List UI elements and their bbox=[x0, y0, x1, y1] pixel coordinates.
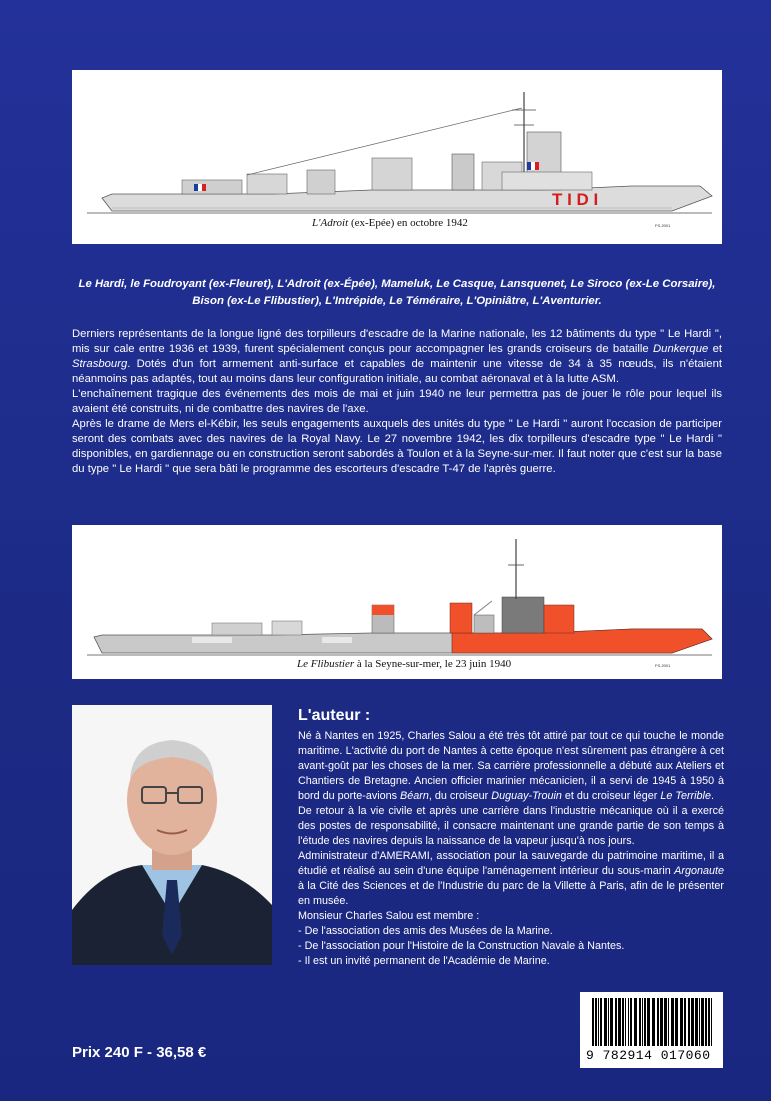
barcode-bar bbox=[592, 998, 594, 1046]
barcode-bar bbox=[660, 998, 663, 1046]
description-paragraph-1 bbox=[72, 327, 722, 387]
barcode-bar bbox=[634, 998, 637, 1046]
ship-name-bearn: Béarn bbox=[400, 790, 429, 802]
barcode-bar bbox=[680, 998, 683, 1046]
ship-illustration-flibustier bbox=[72, 525, 722, 679]
author-membership-3: - Il est un invité permanent de l'Académie de Marine. bbox=[298, 955, 550, 967]
author-photo bbox=[72, 705, 272, 965]
flibustier-caption-rest: à la Seyne-sur-mer, le 23 juin 1940 bbox=[354, 658, 512, 670]
author-text: et du croiseur léger bbox=[561, 790, 661, 802]
author-text: à la Cité des Sciences et de l'Industrie du parc de la Villette à Paris, afin de le présenter en musée. bbox=[298, 880, 724, 907]
barcode-bar bbox=[695, 998, 698, 1046]
description-paragraph-3: Après le drame de Mers el-Kébir, les seuls engagements auxquels des unités du type " Le Hardi " auront l'occasion de participer seront des combats avec des navires de la Royal Navy. Le 27 novembre 1942, les dix torpilleurs d'escadre type " Le Hardi " disponibles, en gardiennage ou en construction seront sabordés à Toulon et à la Seyne-sur-mer. Il faut noter que c'est sur la base du type " Le Hardi " que sera bâti le programme des escorteurs d'escadre T-47 de l'après guerre. bbox=[72, 418, 722, 475]
flibustier-caption-name: Le Flibustier bbox=[297, 658, 355, 670]
hull-code: T I D I bbox=[552, 190, 599, 209]
adroit-credit: FS-2001 bbox=[655, 223, 671, 228]
barcode-bar bbox=[618, 998, 621, 1046]
barcode-bar bbox=[642, 998, 643, 1046]
flibustier-profile-drawing bbox=[72, 525, 722, 679]
ship-name-strasbourg: Strasbourg bbox=[72, 358, 128, 370]
description-text: . Dotés d'un fort armement anti-surface et capables de maintenir une vitesse de 34 à 35 nœuds, ils n'étaient néanmoins pas adaptés, tout au moins dans leur configuration initiale, au combat aéronaval et à la lutte ASM. bbox=[72, 358, 722, 385]
isbn-number: 9 782914 017060 bbox=[586, 1048, 711, 1063]
barcode-bar bbox=[628, 998, 629, 1046]
barcode-bar bbox=[644, 998, 646, 1046]
barcode-bar bbox=[684, 998, 686, 1046]
author-membership-2: - De l'association pour l'Histoire de la Construction Navale à Nantes. bbox=[298, 940, 625, 952]
barcode-bar bbox=[647, 998, 650, 1046]
author-paragraph-1 bbox=[298, 729, 724, 804]
description-paragraph-2: L'enchaînement tragique des événements des mois de mai et juin 1940 ne leur permettra pas de jouer le rôle pour lequel ils avaient été construits, ni de combattre des navires de l'axe. bbox=[72, 388, 722, 415]
barcode-bar bbox=[708, 998, 710, 1046]
barcode-bar bbox=[598, 998, 599, 1046]
barcode-bar bbox=[652, 998, 655, 1046]
barcode-bar bbox=[639, 998, 641, 1046]
adroit-caption-name: L'Adroit bbox=[312, 217, 349, 229]
ship-list bbox=[72, 276, 722, 310]
barcode-bar bbox=[630, 998, 632, 1046]
author-biography bbox=[298, 729, 724, 969]
barcode-bar bbox=[711, 998, 712, 1046]
barcode-bar bbox=[615, 998, 617, 1046]
author-text: Né à Nantes en 1925, Charles Salou a été très tôt attiré par tout ce qui touche le monde maritime. L'activité du port de Nantes à cette époque n'est sûrement pas étrangère à cet avant-goût par les choses de la mer. Sa carrière professionnelle a débuté aux Ateliers et Chantiers de Bretagne. Ancien officier marinier mécanicien, il a servi de 1945 à 1950 à bord du porte-avions bbox=[298, 730, 724, 802]
ship-illustration-adroit bbox=[72, 70, 722, 244]
barcode-bar bbox=[699, 998, 700, 1046]
author-membership-1: - De l'association des amis des Musées de la Marine. bbox=[298, 925, 553, 937]
ship-name-dunkerque: Dunkerque bbox=[653, 343, 709, 355]
ship-name-le-terrible: Le Terrible bbox=[660, 790, 711, 802]
barcode-bar bbox=[664, 998, 667, 1046]
sub-name-argonaute: Argonaute bbox=[674, 865, 724, 877]
author-text: . bbox=[710, 790, 714, 802]
ship-list-line-1: Le Hardi, le Foudroyant (ex-Fleuret), L'Adroit (ex-Épée), Mameluk, Le Casque, Lansquenet, Le Siroco (ex-Le Corsaire), bbox=[78, 278, 716, 290]
barcode-bar bbox=[701, 998, 704, 1046]
author-text: , du croiseur bbox=[428, 790, 492, 802]
isbn-barcode bbox=[580, 992, 723, 1068]
author-portrait bbox=[72, 705, 272, 965]
ship-list-line-2: Bison (ex-Le Flibustier), L'Intrépide, Le Téméraire, L'Opiniâtre, L'Aventurier. bbox=[192, 295, 602, 307]
flibustier-credit: FS-2001 bbox=[655, 663, 671, 668]
ship-name-duguay-trouin: Duguay-Trouin bbox=[491, 790, 562, 802]
barcode-bar bbox=[668, 998, 669, 1046]
author-text: Administrateur d'AMERAMI, association pour la sauvegarde du patrimoine maritime, il a étudié et réalisé au sein d'une équipe l'aménagement intérieur du sous-marin bbox=[298, 850, 724, 877]
barcode-bars bbox=[580, 992, 723, 1048]
barcode-bar bbox=[705, 998, 707, 1046]
description bbox=[72, 327, 722, 477]
barcode-bar bbox=[691, 998, 694, 1046]
author-paragraph-3 bbox=[298, 849, 724, 909]
author-membership-intro: Monsieur Charles Salou est membre : bbox=[298, 910, 480, 922]
barcode-bar bbox=[595, 998, 597, 1046]
barcode-bar bbox=[688, 998, 690, 1046]
author-heading: L'auteur : bbox=[298, 707, 371, 724]
barcode-bar bbox=[625, 998, 626, 1046]
description-text: Derniers représentants de la longue ligné des torpilleurs d'escadre de la Marine nationale, les 12 bâtiments du type " Le Hardi ", mis sur cale entre 1936 et 1939, furent spécialement conçus pour accompagner les grands croiseurs de bataille bbox=[72, 328, 722, 355]
barcode-bar bbox=[622, 998, 624, 1046]
barcode-bar bbox=[671, 998, 674, 1046]
barcode-bar bbox=[604, 998, 607, 1046]
barcode-bar bbox=[610, 998, 613, 1046]
adroit-caption-rest: (ex-Epée) en octobre 1942 bbox=[348, 217, 468, 229]
barcode-bar bbox=[657, 998, 659, 1046]
author-paragraph-2: De retour à la vie civile et après une carrière dans l'industrie mécanique où il a exercé des postes de responsabilité, il consacre maintenant une grande partie de son temps à l'étude des navires depuis la naissance de la vapeur jusqu'à nos jours. bbox=[298, 805, 724, 847]
flibustier-caption bbox=[297, 658, 511, 670]
adroit-caption bbox=[312, 217, 468, 229]
barcode-bar bbox=[608, 998, 609, 1046]
description-text: et bbox=[708, 343, 722, 355]
barcode-bar bbox=[675, 998, 678, 1046]
price: Prix 240 F - 36,58 € bbox=[72, 1044, 207, 1061]
barcode-bar bbox=[600, 998, 602, 1046]
